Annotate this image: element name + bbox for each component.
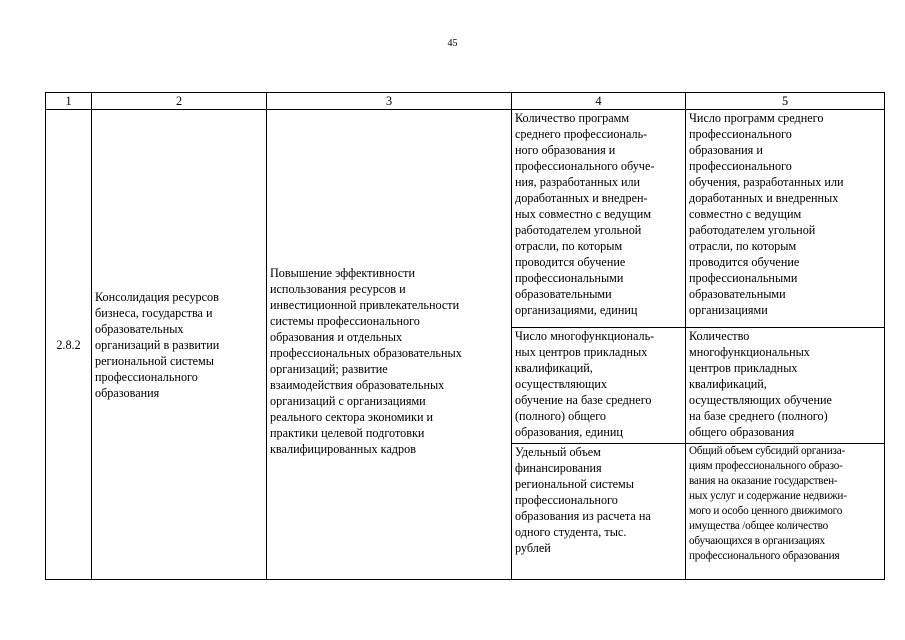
column-header-1: 1 xyxy=(46,93,92,110)
objective-text: Консолидация ресурсов бизнеса, государства и образовательных организаций в развитии региональной системы профессионального образования xyxy=(95,289,220,400)
indicator-definition-cell xyxy=(686,444,885,580)
column-header-5: 5 xyxy=(686,93,885,110)
column-header-2: 2 xyxy=(92,93,267,110)
task-cell xyxy=(267,110,512,580)
indicators-table xyxy=(45,92,885,580)
page-number: 45 xyxy=(447,38,458,49)
indicator-definition-cell xyxy=(686,328,885,444)
table-header-row xyxy=(46,93,885,110)
indicator-name-cell xyxy=(512,444,686,580)
column-header-3: 3 xyxy=(267,93,512,110)
indicator-name-cell xyxy=(512,110,686,328)
row-number-cell xyxy=(46,110,92,580)
indicator-definition-cell xyxy=(686,110,885,328)
indicator-definition-text: Количество многофункциональных центров прикладных квалификаций, осуществляющих обучение на базе среднего (полного) общего образования xyxy=(689,329,832,439)
indicator-definition-text: Общий объем субсидий организа- циям профессионального образо- вания на оказание государствен- ных услуг и содержание недвижи- мого и особо ценного движимого имущества /общее количество обучающихся в организациях профессионального образования xyxy=(689,445,847,562)
objective-cell xyxy=(92,110,267,580)
column-header-4: 4 xyxy=(512,93,686,110)
indicator-name-text: Удельный объем финансирования региональной системы профессионального образования из расчета на одного студента, тыс. рублей xyxy=(515,445,651,555)
row-number: 2.8.2 xyxy=(56,337,81,352)
indicator-definition-text: Число программ среднего профессионального образования и профессионального обучения, разработанных или доработанных и внедренных совместно с ведущим работодателем угольной отрасли, по которым проводится обучение профессиональными образовательными организациями xyxy=(689,111,844,317)
indicator-name-text: Число многофункциональ- ных центров прикладных квалификаций, осуществляющих обучение на базе среднего (полного) общего образования, единиц xyxy=(515,329,655,439)
task-text: Повышение эффективности использования ресурсов и инвестиционной привлекательности системы профессионального образования и отдельных профессиональных образовательных организаций; развитие взаимодействия образовательных организаций с организациями реального сектора экономики и практики целевой подготовки квалифицированных кадров xyxy=(270,265,462,456)
table-row xyxy=(46,110,885,328)
indicator-name-cell xyxy=(512,328,686,444)
indicator-name-text: Количество программ среднего профессиональ- ного образования и профессионального обуче- ния, разработанных или доработанных и внедрен- ных совместно с ведущим работодателем угольной отрасли, по которым проводится обучение профессиональными образовательными организациями, единиц xyxy=(515,111,655,317)
